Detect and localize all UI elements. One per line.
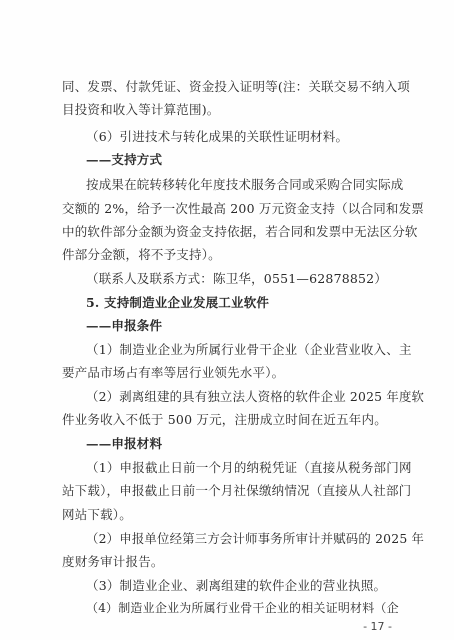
section-title: 5. 支持制造业企业发展工业软件	[86, 295, 270, 310]
text-line: （4）制造业企业为所属行业骨干企业的相关证明材料（企	[86, 601, 399, 615]
text-line: （6）引进技术与转化成果的关联性证明材料。	[86, 129, 349, 144]
text-line: 件部分金额，将不予支持）。	[62, 247, 221, 262]
text-line: 要产品市场占有率等居行业领先水平）。	[62, 365, 285, 380]
text-line: 网站下载）。	[62, 507, 132, 522]
text-line: （1）制造业企业为所属行业骨干企业（企业营业收入、主	[86, 342, 412, 357]
page-number: - 17 -	[363, 620, 392, 633]
section-heading: ——申报材料	[86, 436, 163, 451]
text-line: 按成果在皖转移转化年度技术服务合同或采购合同实际成	[86, 177, 404, 192]
text-line: 目投资和收入等计算范围)。	[62, 102, 220, 117]
text-line: （2）申报单位经第三方会计师事务所审计并赋码的 2025 年	[86, 531, 425, 546]
text-line: 同、发票、付款凭证、资金投入证明等(注：关联交易不纳入项	[62, 79, 410, 94]
text-line: 件业务收入不低于 500 万元，注册成立时间在近五年内。	[62, 412, 387, 427]
text-line: （3）制造业企业、剥离组建的软件企业的营业执照。	[86, 578, 387, 593]
text-line: 站下载），申报截止日前一个月社保缴纳情况（直接从人社部门	[62, 483, 412, 498]
section-heading: ——支持方式	[86, 152, 163, 167]
text-line: 中的软件部分金额为资金支持依据，若合同和发票中无法区分软	[62, 224, 418, 239]
text-line: 交额的 2%，给予一次性最高 200 万元资金支持（以合同和发票	[62, 201, 425, 216]
text-line: （1）申报截止日前一个月的纳税凭证（直接从税务部门网	[86, 460, 412, 475]
contact-line: （联系人及联系方式：陈卫华，0551—62878852）	[86, 271, 388, 286]
text-line: （2）剥离组建的具有独立法人资格的软件企业 2025 年度软	[86, 389, 425, 404]
section-heading: ——申报条件	[86, 318, 163, 333]
text-line: 度财务审计报告。	[62, 554, 164, 569]
